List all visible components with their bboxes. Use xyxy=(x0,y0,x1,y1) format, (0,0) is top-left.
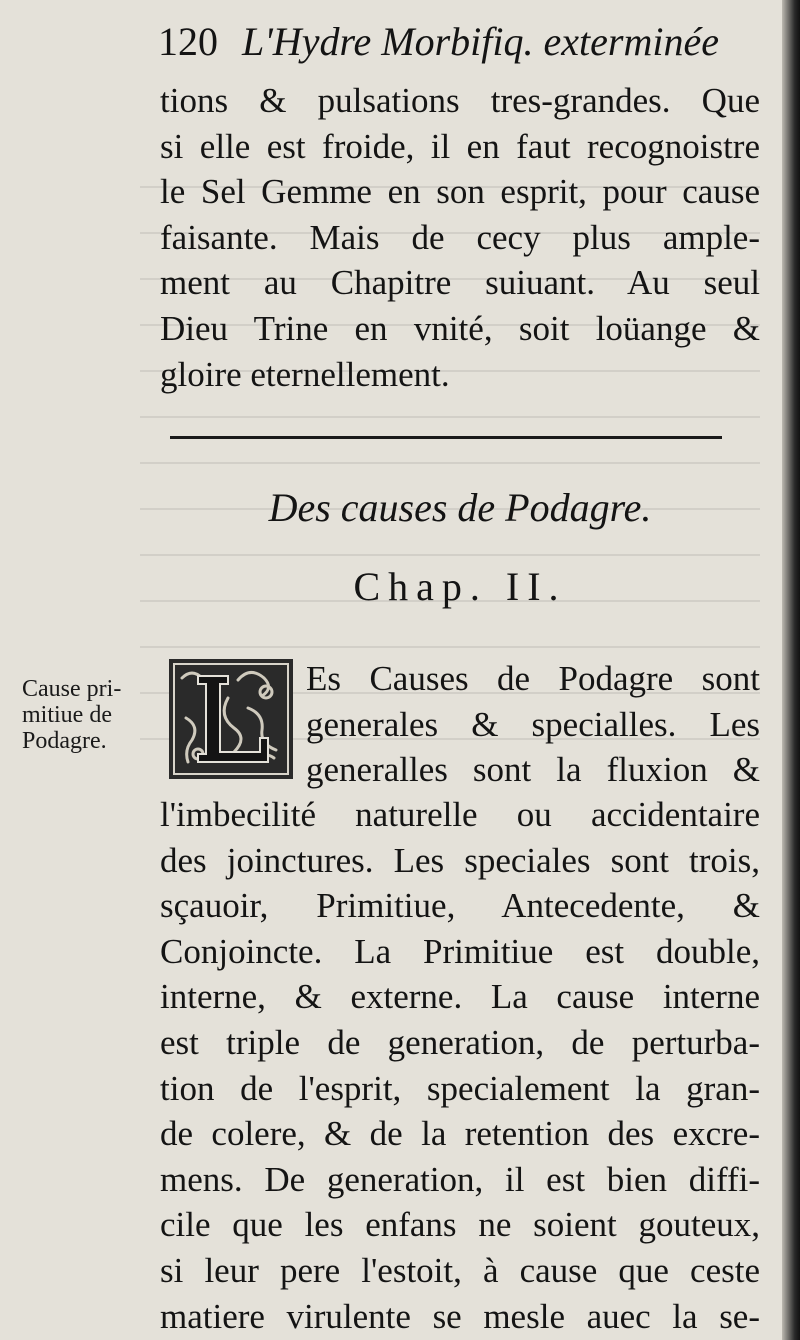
margin-note-line: Cause pri- xyxy=(22,676,122,702)
text-line: le Sel Gemme en son esprit, pour cause xyxy=(160,172,760,212)
margin-note xyxy=(22,676,152,754)
text-line: des joinctures. Les speciales sont trois, xyxy=(160,840,760,880)
text-line: generalles sont la fluxion & xyxy=(306,750,760,790)
text-line: tions & pulsations tres-grandes. Que xyxy=(160,81,760,120)
text-line: gloire eternellement. xyxy=(160,354,450,394)
text-line: Conjoincte. La Primitiue est double, xyxy=(160,931,760,971)
chapter-title: Des causes de Podagre. xyxy=(268,485,652,530)
section-divider xyxy=(170,436,722,439)
text-line: ment au Chapitre suiuant. Au seul xyxy=(160,263,760,303)
text-line: Es Causes de Podagre sont xyxy=(306,659,760,698)
text-line: l'imbecilité naturelle ou accidentaire xyxy=(160,795,760,834)
text-line: interne, & externe. La cause interne xyxy=(160,977,760,1017)
text-line: generales & specialles. Les xyxy=(306,704,760,744)
text-line: tion de l'esprit, specialement la gran- xyxy=(160,1068,760,1108)
indented-lines xyxy=(306,656,760,793)
text-line: est triple de generation, de perturba- xyxy=(160,1022,760,1062)
chapter-body xyxy=(160,792,760,1339)
decorated-initial-l xyxy=(168,658,294,780)
opening-paragraph xyxy=(160,78,760,397)
text-line: si leur pere l'estoit, à cause que ceste xyxy=(160,1250,760,1290)
text-line: mens. De generation, il est bien diffi- xyxy=(160,1159,760,1199)
chapter-number: Chap. II. xyxy=(353,564,567,609)
text-line: de colere, & de la retention des excre- xyxy=(160,1114,760,1154)
text-line: cile que les enfans ne soient gouteux, xyxy=(160,1205,760,1245)
text-line: sçauoir, Primitiue, Antecedente, & xyxy=(160,886,760,926)
text-line: si elle est froide, il en faut recognoistre xyxy=(160,126,760,166)
margin-note-line: Podagre. xyxy=(22,728,107,754)
text-line: faisante. Mais de cecy plus ample- xyxy=(160,217,760,257)
running-head xyxy=(158,18,758,65)
margin-note-line: mitiue de xyxy=(22,702,112,728)
text-line: Dieu Trine en vnité, soit loüange & xyxy=(160,308,760,348)
page-edge-shadow xyxy=(782,0,800,1340)
running-title: L'Hydre Morbifiq. exterminée xyxy=(242,19,719,64)
text-line: matiere virulente se mesle auec la se- xyxy=(160,1296,760,1336)
page-number: 120 xyxy=(158,19,218,64)
drop-cap-letter: L xyxy=(168,658,169,659)
